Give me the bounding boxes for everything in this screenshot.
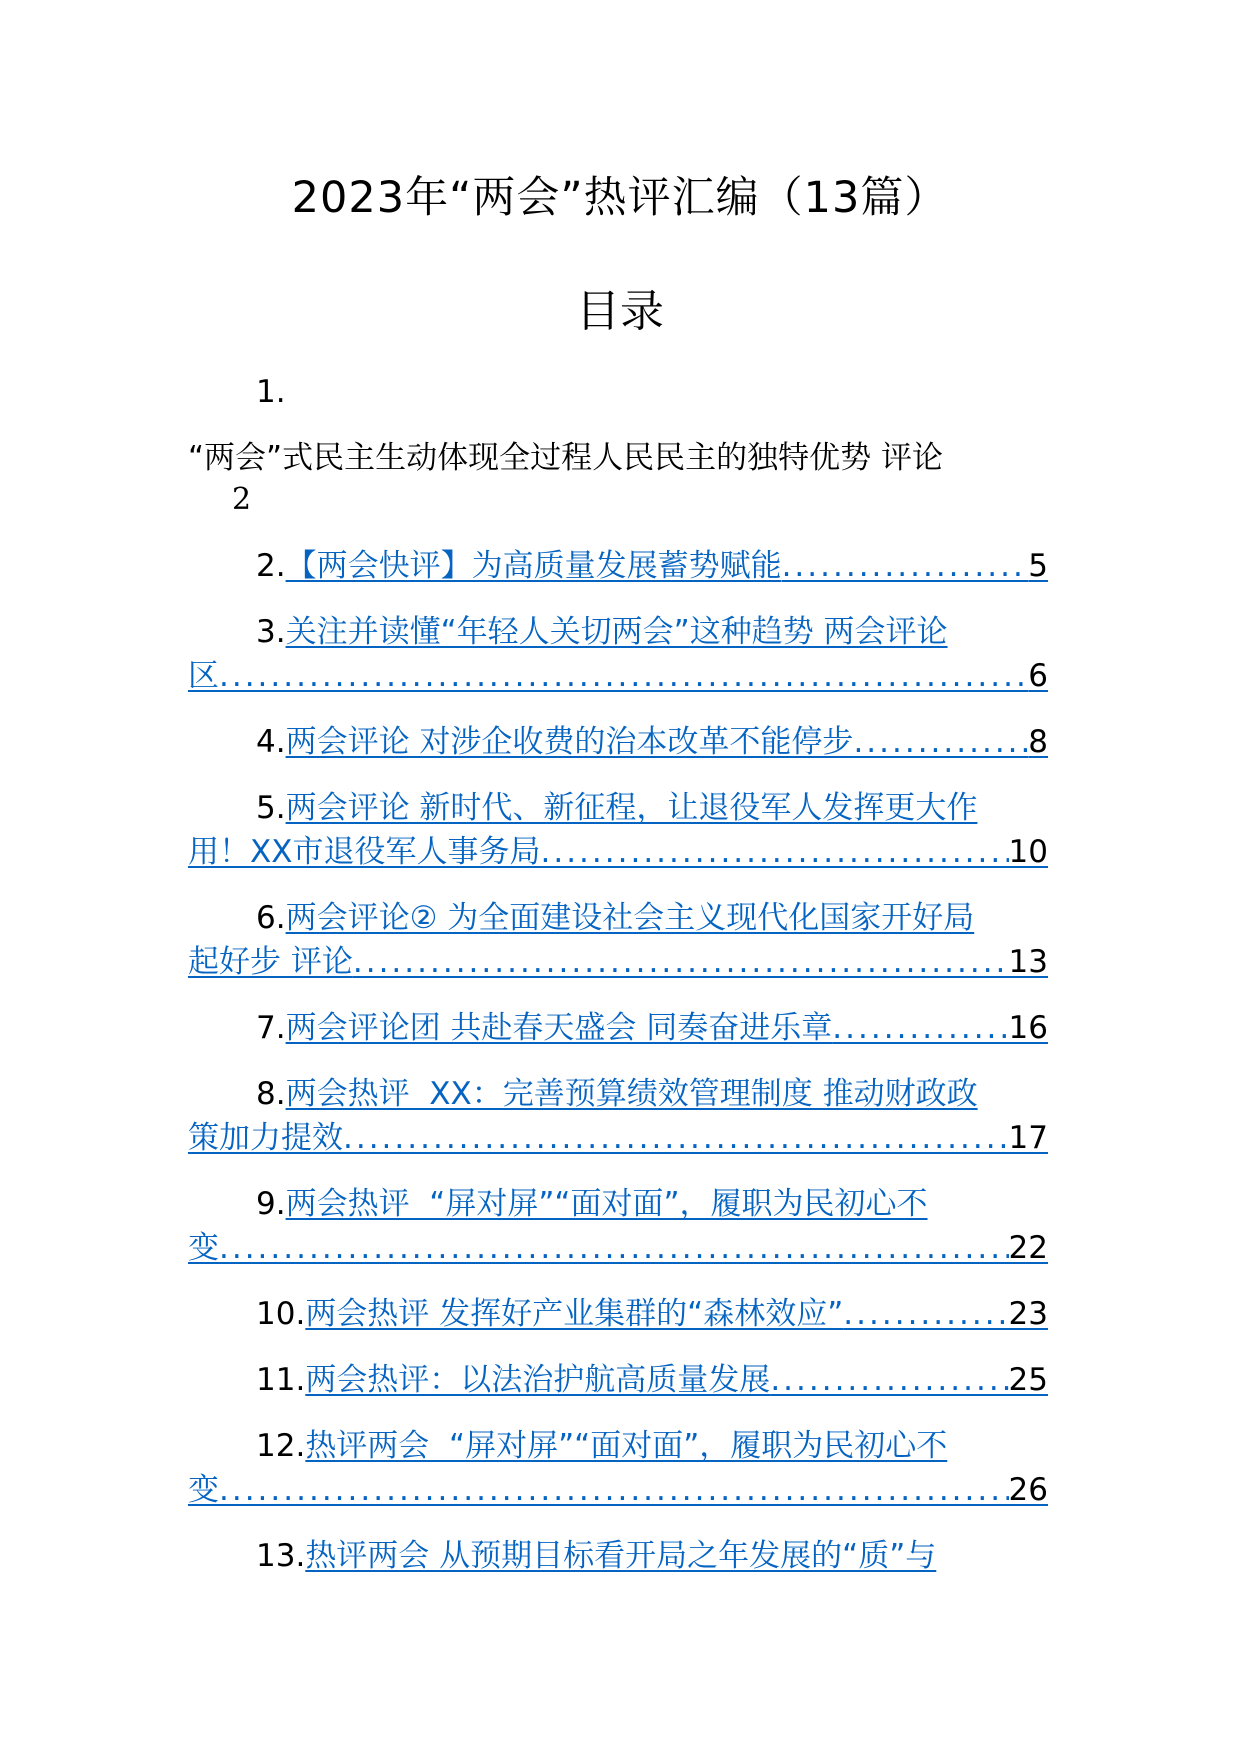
toc-entry-11[interactable] bbox=[188, 1358, 1048, 1402]
toc-entry-link[interactable]: 两会评论 对涉企收费的治本改革不能停步 bbox=[285, 724, 854, 760]
toc-entry-link[interactable]: 热评两会 从预期目标看开局之年发展的“质”与 bbox=[305, 1538, 937, 1574]
toc-entry-title: “两会”式民主生动体现全过程人民民主的独特优势 评论 bbox=[188, 440, 943, 476]
toc-entry-4[interactable] bbox=[188, 720, 1048, 764]
toc-entry-page[interactable]: 26 bbox=[1008, 1472, 1048, 1508]
toc-entry-page[interactable]: 6 bbox=[1028, 658, 1048, 694]
table-of-contents bbox=[188, 370, 1048, 1600]
toc-entry-link-continued[interactable]: 起好步 评论 bbox=[188, 944, 353, 980]
toc-entry-page[interactable]: 25 bbox=[1008, 1362, 1048, 1398]
toc-entry-link[interactable]: 关注并读懂“年轻人关切两会”这种趋势 两会评论 bbox=[285, 614, 948, 650]
toc-entry-page[interactable]: 10 bbox=[1008, 834, 1048, 870]
toc-entry-link[interactable]: 两会热评：以法治护航高质量发展 bbox=[305, 1362, 771, 1398]
toc-entry-number: 7. bbox=[256, 1010, 286, 1046]
toc-entry-5[interactable] bbox=[188, 786, 1048, 874]
toc-entry-link[interactable]: 两会热评 “屏对屏”“面对面”，履职为民初心不 bbox=[285, 1186, 928, 1222]
toc-entry-link[interactable]: 【两会快评】为高质量发展蓄势赋能 bbox=[285, 548, 782, 584]
toc-entry-link-continued[interactable]: 区 bbox=[188, 658, 219, 694]
toc-entry-page[interactable]: 5 bbox=[1028, 548, 1048, 584]
toc-leader-dots bbox=[219, 1226, 1009, 1270]
toc-entry-link[interactable]: 两会热评 XX：完善预算绩效管理制度 推动财政政 bbox=[285, 1076, 978, 1112]
toc-leader-dots bbox=[782, 544, 1029, 588]
document-title: 2023年“两会”热评汇编（13篇） bbox=[291, 173, 949, 223]
toc-entry-number: 10. bbox=[256, 1296, 306, 1332]
toc-entry-link[interactable]: 两会评论② 为全面建设社会主义现代化国家开好局 bbox=[285, 900, 975, 936]
toc-entry-6[interactable] bbox=[188, 896, 1048, 984]
toc-entry-number: 6. bbox=[256, 900, 286, 936]
toc-entry-link-continued[interactable]: 策加力提效 bbox=[188, 1120, 343, 1156]
toc-entry-page: 2 bbox=[232, 482, 252, 517]
toc-leader-dots bbox=[832, 1006, 1008, 1050]
toc-entry-number: 5. bbox=[256, 790, 286, 826]
toc-entry-1[interactable] bbox=[188, 370, 1048, 520]
toc-entry-link[interactable]: 两会评论团 共赴春天盛会 同奏奋进乐章 bbox=[285, 1010, 833, 1046]
toc-entry-link-continued[interactable]: 变 bbox=[188, 1472, 219, 1508]
toc-heading: 目录 bbox=[576, 286, 664, 337]
toc-leader-dots bbox=[353, 940, 1009, 984]
toc-entry-number: 11. bbox=[256, 1362, 306, 1398]
toc-entry-number: 9. bbox=[256, 1186, 286, 1222]
toc-entry-page[interactable]: 13 bbox=[1008, 944, 1048, 980]
toc-entry-13[interactable] bbox=[188, 1534, 1048, 1578]
toc-entry-page[interactable]: 16 bbox=[1008, 1010, 1048, 1046]
toc-entry-number: 3. bbox=[256, 614, 286, 650]
toc-entry-number: 8. bbox=[256, 1076, 286, 1112]
toc-entry-number: 12. bbox=[256, 1428, 306, 1464]
toc-leader-dots bbox=[770, 1358, 1008, 1402]
toc-leader-dots bbox=[540, 830, 1008, 874]
toc-entry-9[interactable] bbox=[188, 1182, 1048, 1270]
toc-entry-page[interactable]: 8 bbox=[1028, 724, 1048, 760]
toc-entry-8[interactable] bbox=[188, 1072, 1048, 1160]
toc-entry-10[interactable] bbox=[188, 1292, 1048, 1336]
toc-entry-link[interactable]: 两会评论 新时代、新征程，让退役军人发挥更大作 bbox=[285, 790, 978, 826]
toc-entry-7[interactable] bbox=[188, 1006, 1048, 1050]
toc-entry-12[interactable] bbox=[188, 1424, 1048, 1512]
toc-entry-page[interactable]: 22 bbox=[1008, 1230, 1048, 1266]
toc-entry-number: 2. bbox=[256, 548, 286, 584]
toc-leader-dots bbox=[219, 1468, 1009, 1512]
toc-entry-number: 1. bbox=[256, 374, 286, 410]
toc-entry-3[interactable] bbox=[188, 610, 1048, 698]
toc-leader-dots bbox=[843, 1292, 1008, 1336]
toc-entry-link-continued[interactable]: 变 bbox=[188, 1230, 219, 1266]
toc-leader-dots bbox=[853, 720, 1028, 764]
toc-leader-dots bbox=[343, 1116, 1009, 1160]
toc-entry-number: 4. bbox=[256, 724, 286, 760]
toc-leader-dots bbox=[219, 654, 1028, 698]
toc-entry-link[interactable]: 热评两会 “屏对屏”“面对面”，履职为民初心不 bbox=[305, 1428, 948, 1464]
toc-entry-page[interactable]: 17 bbox=[1008, 1120, 1048, 1156]
toc-entry-link[interactable]: 两会热评 发挥好产业集群的“森林效应” bbox=[305, 1296, 844, 1332]
toc-entry-number: 13. bbox=[256, 1538, 306, 1574]
toc-entry-2[interactable] bbox=[188, 544, 1048, 588]
toc-entry-link-continued[interactable]: 用！XX市退役军人事务局 bbox=[188, 834, 541, 870]
toc-entry-page[interactable]: 23 bbox=[1008, 1296, 1048, 1332]
